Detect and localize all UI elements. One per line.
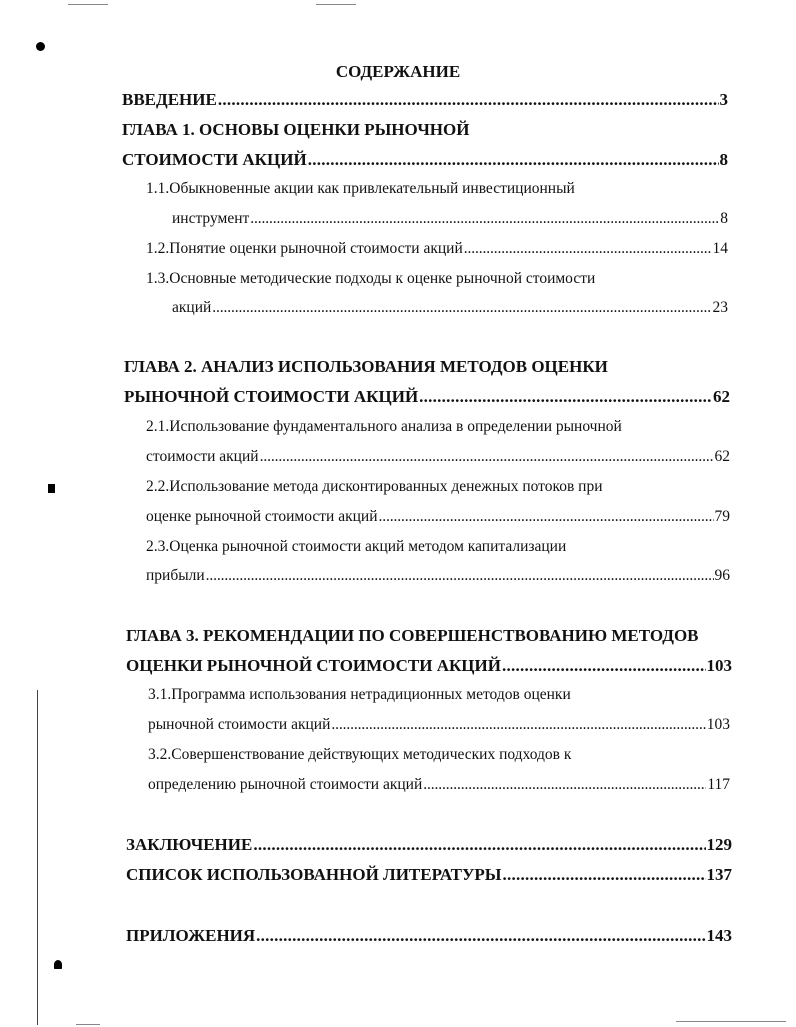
toc-label: определению рыночной стоимости акций <box>148 776 423 793</box>
scan-line-top-mid <box>316 4 356 5</box>
toc-label: прибыли <box>146 567 205 584</box>
scan-dot-mark <box>54 960 62 969</box>
toc-label: ВВЕДЕНИЕ <box>122 90 217 109</box>
toc-entry-chapter3[interactable] <box>126 651 732 681</box>
toc-label: ПРИЛОЖЕНИЯ <box>126 926 256 945</box>
scan-dot-mark <box>48 484 55 493</box>
toc-page-number: 143 <box>706 926 732 945</box>
toc-label: ОЦЕНКИ РЫНОЧНОЙ СТОИМОСТИ АКЦИЙ <box>126 656 501 675</box>
toc-leader-dots <box>253 830 705 860</box>
toc-label: 1.2.Понятие оценки рыночной стоимости акций <box>146 240 463 257</box>
toc-entry-section-3-1[interactable] <box>148 710 730 740</box>
toc-section-1-1-title[interactable]: 1.1.Обыкновенные акции как привлекательный инвестиционный <box>146 180 575 197</box>
toc-leader-dots <box>212 293 711 323</box>
toc-entry-chapter1[interactable] <box>122 145 728 175</box>
toc-entry-section-1-1[interactable] <box>172 204 728 234</box>
toc-section-3-2-title[interactable]: 3.2.Совершенствование действующих методических подходов к <box>148 746 572 763</box>
toc-leader-dots <box>250 204 719 234</box>
toc-page-number: 62 <box>714 448 730 465</box>
toc-page-number: 129 <box>706 835 732 854</box>
toc-entry-section-2-3[interactable] <box>146 561 730 591</box>
toc-label: ЗАКЛЮЧЕНИЕ <box>126 835 253 854</box>
toc-entry-section-2-2[interactable] <box>146 502 730 532</box>
toc-entry-appendices[interactable] <box>126 921 732 951</box>
page-title: СОДЕРЖАНИЕ <box>335 62 461 81</box>
toc-chapter3-title[interactable]: ГЛАВА 3. РЕКОМЕНДАЦИИ ПО СОВЕРШЕНСТВОВАНИЮ МЕТОДОВ <box>126 626 699 645</box>
toc-entry-introduction[interactable] <box>122 85 728 115</box>
toc-label: РЫНОЧНОЙ СТОИМОСТИ АКЦИЙ <box>124 387 419 406</box>
toc-label: стоимости акций <box>146 448 259 465</box>
toc-page-number: 14 <box>712 240 728 257</box>
scan-line-top-left <box>68 4 108 5</box>
toc-section-3-1-title[interactable]: 3.1.Программа использования нетрадиционных методов оценки <box>148 686 571 703</box>
toc-section-2-3-title[interactable]: 2.3.Оценка рыночной стоимости акций методом капитализации <box>146 538 567 555</box>
scan-line-bottom-right <box>676 1021 786 1022</box>
toc-page-number: 117 <box>707 776 730 793</box>
toc-leader-dots <box>206 561 714 591</box>
toc-page-number: 8 <box>719 150 728 169</box>
toc-label: СПИСОК ИСПОЛЬЗОВАННОЙ ЛИТЕРАТУРЫ <box>126 865 502 884</box>
toc-leader-dots <box>464 234 712 264</box>
toc-entry-bibliography[interactable] <box>126 860 732 890</box>
toc-leader-dots <box>331 710 705 740</box>
toc-page-number: 8 <box>720 210 728 227</box>
toc-entry-conclusion[interactable] <box>126 830 732 860</box>
toc-entry-section-3-2[interactable] <box>148 770 730 800</box>
toc-leader-dots <box>423 770 706 800</box>
toc-page-number: 79 <box>714 508 730 525</box>
toc-page-number: 3 <box>719 90 728 109</box>
toc-label: оценке рыночной стоимости акций <box>146 508 378 525</box>
toc-section-1-3-title[interactable]: 1.3.Основные методические подходы к оценке рыночной стоимости <box>146 270 596 287</box>
toc-entry-section-1-2[interactable] <box>146 234 728 264</box>
toc-page-number: 23 <box>712 299 728 316</box>
toc-label: СТОИМОСТИ АКЦИЙ <box>122 150 307 169</box>
toc-page-number: 62 <box>713 387 730 406</box>
toc-leader-dots <box>503 860 706 890</box>
scan-margin-line <box>37 690 38 1025</box>
toc-entry-section-2-1[interactable] <box>146 442 730 472</box>
toc-leader-dots <box>256 921 705 951</box>
toc-leader-dots <box>218 85 719 115</box>
toc-chapter1-title[interactable]: ГЛАВА 1. ОСНОВЫ ОЦЕНКИ РЫНОЧНОЙ <box>122 120 470 139</box>
toc-page-number: 103 <box>706 656 732 675</box>
toc-page-number: 96 <box>714 567 730 584</box>
toc-page-number: 137 <box>706 865 732 884</box>
toc-leader-dots <box>379 502 714 532</box>
scan-line-bottom-left <box>76 1024 100 1025</box>
toc-leader-dots <box>260 442 714 472</box>
toc-chapter2-title[interactable]: ГЛАВА 2. АНАЛИЗ ИСПОЛЬЗОВАНИЯ МЕТОДОВ ОЦЕНКИ <box>124 357 608 376</box>
toc-entry-chapter2[interactable] <box>124 382 730 412</box>
toc-section-2-1-title[interactable]: 2.1.Использование фундаментального анализа в определении рыночной <box>146 418 622 435</box>
toc-leader-dots <box>502 651 706 681</box>
toc-entry-section-1-3[interactable] <box>172 293 728 323</box>
toc-leader-dots <box>308 145 719 175</box>
scan-dot-mark <box>36 42 45 51</box>
toc-label: акций <box>172 299 212 316</box>
toc-label: инструмент <box>172 210 250 227</box>
toc-label: рыночной стоимости акций <box>148 716 331 733</box>
toc-leader-dots <box>419 382 712 412</box>
toc-section-2-2-title[interactable]: 2.2.Использование метода дисконтированных денежных потоков при <box>146 478 603 495</box>
toc-page-number: 103 <box>706 716 730 733</box>
